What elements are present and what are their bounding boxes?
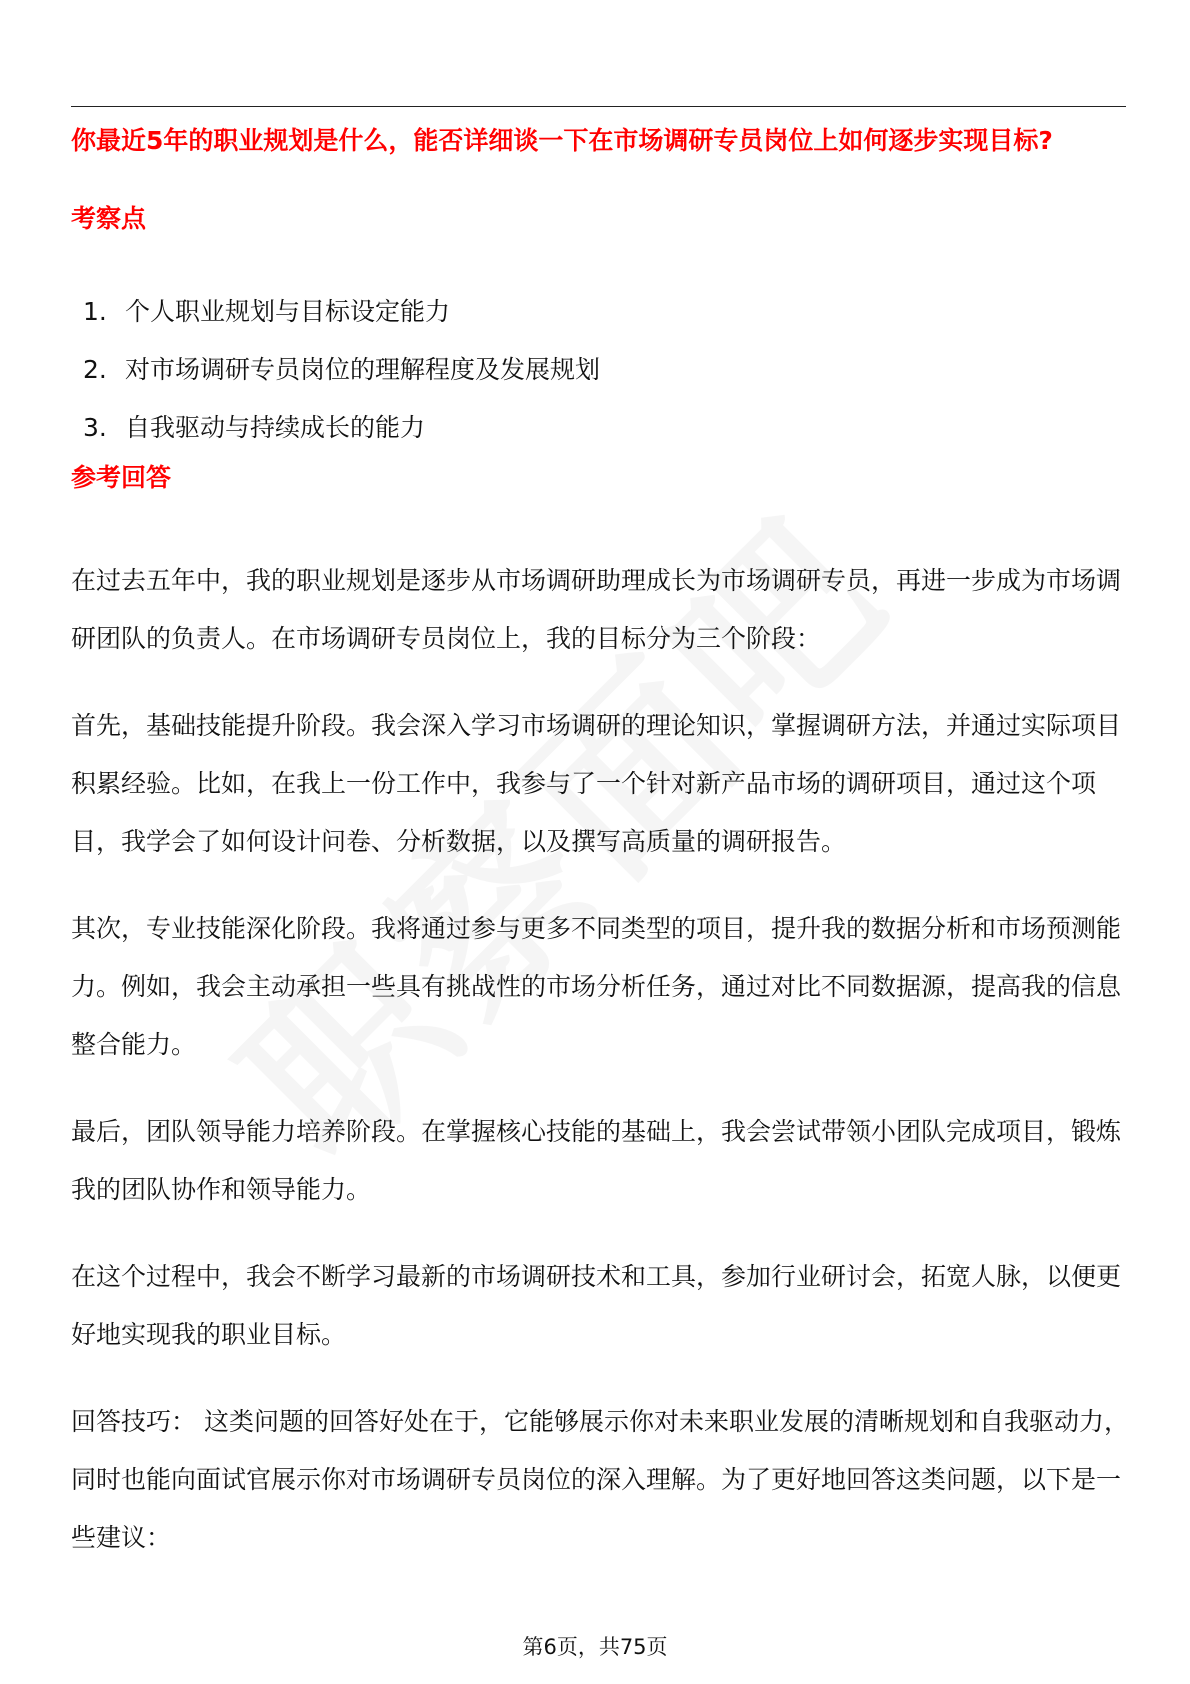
- list-item-text: 对市场调研专员岗位的理解程度及发展规划: [125, 355, 601, 384]
- answer-paragraph: 在这个过程中，我会不断学习最新的市场调研技术和工具，参加行业研讨会，拓宽人脉，以便更好地实现我的职业目标。: [71, 1262, 1122, 1349]
- points-section-title: 考察点: [71, 204, 147, 233]
- list-item-number: 3.: [83, 413, 107, 442]
- list-item-number: 1.: [83, 297, 107, 326]
- answer-body: [71, 552, 1131, 1596]
- question-heading: 你最近5年的职业规划是什么，能否详细谈一下在市场调研专员岗位上如何逐步实现目标?: [71, 126, 1053, 155]
- list-item-text: 自我驱动与持续成长的能力: [125, 413, 426, 442]
- list-item: [83, 351, 600, 409]
- answer-paragraph: 在过去五年中，我的职业规划是逐步从市场调研助理成长为市场调研专员，再进一步成为市场调研团队的负责人。在市场调研专员岗位上，我的目标分为三个阶段：: [71, 566, 1122, 653]
- points-list: [83, 293, 600, 467]
- list-item-text: 个人职业规划与目标设定能力: [125, 297, 451, 326]
- answer-section-title: 参考回答: [71, 463, 172, 492]
- list-item: [83, 293, 600, 351]
- top-divider: [71, 106, 1126, 107]
- answer-paragraph: 首先，基础技能提升阶段。我会深入学习市场调研的理论知识，掌握调研方法，并通过实际项目积累经验。比如，在我上一份工作中，我参与了一个针对新产品市场的调研项目，通过这个项目，我学会了如何设计问卷、分析数据，以及撰写高质量的调研报告。: [71, 711, 1122, 856]
- answer-paragraph: 回答技巧： 这类问题的回答好处在于，它能够展示你对未来职业发展的清晰规划和自我驱动力，同时也能向面试官展示你对市场调研专员岗位的深入理解。为了更好地回答这类问题，以下是一些建议：: [71, 1407, 1129, 1552]
- answer-paragraph: 最后，团队领导能力培养阶段。在掌握核心技能的基础上，我会尝试带领小团队完成项目，锻炼我的团队协作和领导能力。: [71, 1117, 1122, 1204]
- answer-paragraph: 其次，专业技能深化阶段。我将通过参与更多不同类型的项目，提升我的数据分析和市场预测能力。例如，我会主动承担一些具有挑战性的市场分析任务，通过对比不同数据源，提高我的信息整合能力。: [71, 914, 1122, 1059]
- page-number: 第6页，共75页: [522, 1635, 668, 1659]
- list-item-number: 2.: [83, 355, 107, 384]
